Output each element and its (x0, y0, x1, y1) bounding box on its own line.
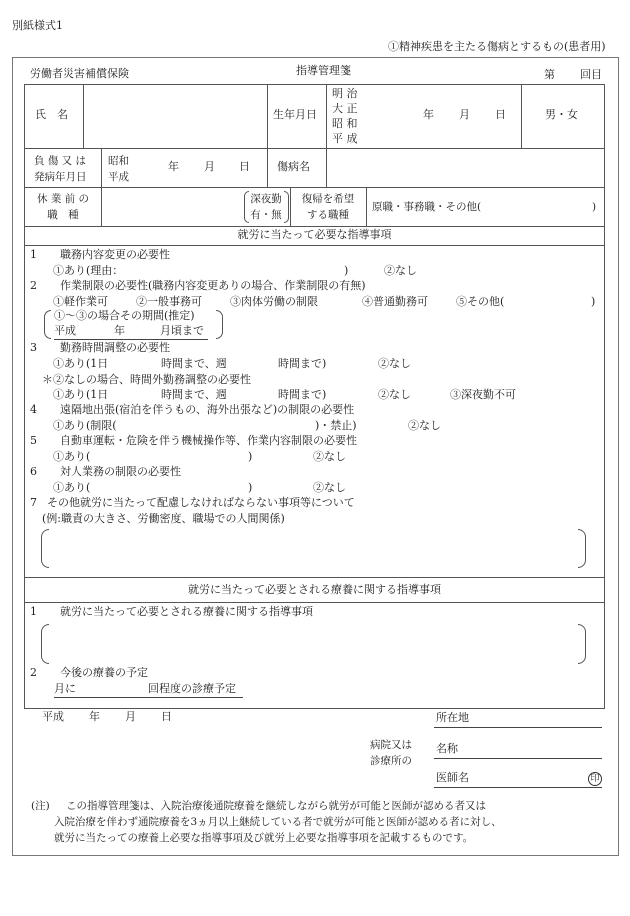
item-4-no-option[interactable]: ②なし (408, 419, 441, 432)
item-1-no-option[interactable]: ②なし (384, 264, 417, 277)
item-5-title: 自動車運転・危険を伴う機械操作等、作業内容制限の必要性 (60, 434, 357, 447)
era-showa[interactable]: 昭 和 (332, 117, 358, 130)
prev-job-label: 休 業 前 の 職 種 (36, 193, 89, 221)
note-line-1: この指導管理箋は、入院治療後通院療養を継続しながら就労が可能と医師が認める者又は (66, 800, 486, 812)
item-4-num: 4 (30, 403, 37, 416)
institution-label: 病院又は 診療所の (370, 739, 412, 767)
item-6-close: ) (248, 481, 253, 494)
address-label: 所在地 (436, 711, 469, 724)
doctor-name-field[interactable] (434, 787, 602, 788)
form-number: 別紙様式1 (12, 19, 63, 32)
item-7-example: (例:職責の大きさ、労働密度、職場での人間関係) (42, 512, 285, 525)
item-3-day-hours: 時間まで、週 (161, 357, 227, 370)
gender-select[interactable]: 男・女 (545, 108, 578, 121)
injury-month-label: 月 (204, 160, 215, 173)
address-field[interactable] (434, 727, 602, 728)
item-3-note: ＊②なしの場合、時間外勤務調整の必要性 (42, 373, 251, 386)
item-2-close: ) (591, 295, 596, 308)
injury-era-showa[interactable]: 昭和 (108, 155, 129, 167)
night-shift-select[interactable]: 深夜勤 有・無 (250, 193, 282, 221)
item-5-yes-option[interactable]: ①あり( (53, 450, 91, 463)
doctor-name-label: 医師名 (436, 771, 469, 784)
page-title: 指導管理箋 (296, 64, 351, 77)
count-suffix: 回目 (580, 68, 602, 81)
work-guidance-heading: 就労に当たって必要な指導事項 (237, 228, 392, 241)
item-1-close: ) (344, 264, 349, 277)
care-item-2-num: 2 (30, 666, 37, 679)
birth-month-label: 月 (459, 108, 470, 121)
care-item-2-prefix: 月に (54, 682, 76, 695)
form-type: ①精神疾患を主たる傷病とするもの(患者用) (388, 40, 606, 53)
injury-day-label: 日 (239, 160, 250, 173)
item-1-yes-option[interactable]: ①あり(理由： (53, 264, 124, 277)
item-6-num: 6 (30, 465, 37, 478)
care-item-1-textarea[interactable] (52, 626, 574, 662)
item-7-title: その他就労に当たって配慮しなければならない事項等について (47, 496, 355, 509)
seal-icon: 印 (588, 772, 602, 786)
sign-date-era: 平成 (42, 710, 64, 723)
item-1-num: 1 (30, 248, 37, 261)
item-2-num: 2 (30, 279, 37, 292)
item-2-title: 作業制限の必要性(職務内容変更ありの場合、作業制限の有無) (60, 279, 366, 292)
birth-year-label: 年 (423, 108, 434, 121)
care-guidance-heading: 就労に当たって必要とされる療養に関する指導事項 (188, 583, 441, 596)
injury-era-heisei[interactable]: 平成 (108, 171, 129, 183)
item-2-option-physical[interactable]: ③肉体労働の制限 (230, 295, 318, 308)
note-prefix: (注) (31, 800, 50, 812)
care-item-1-title: 就労に当たって必要とされる療養に関する指導事項 (60, 605, 313, 618)
note-line-3: 就労に当たっての療養上必要な指導事項及び就労上必要な指導事項を記載するものです。 (54, 832, 474, 844)
care-item-1-num: 1 (30, 605, 37, 618)
item-4-title: 遠隔地出張(宿泊を伴うもの、海外出張など)の制限の必要性 (60, 403, 355, 416)
birth-day-label: 日 (495, 108, 506, 121)
care-item-2-title: 今後の療養の予定 (60, 666, 148, 679)
item-5-num: 5 (30, 434, 37, 447)
item-2-period-year: 年 (114, 324, 125, 337)
era-heisei[interactable]: 平 成 (332, 132, 358, 145)
item-3-overtime-yes[interactable]: ①あり(1日 (53, 388, 109, 401)
injury-date-label: 負 傷 又 は 発病年月日 (34, 155, 87, 183)
birth-label: 生年月日 (273, 108, 317, 121)
item-2-option-normal[interactable]: ④普通勤務可 (362, 295, 428, 308)
item-7-num: 7 (30, 496, 37, 509)
insurance-label: 労働者災害補償保険 (30, 67, 129, 80)
name-label: 氏 名 (35, 108, 68, 121)
item-6-yes-option[interactable]: ①あり( (53, 481, 91, 494)
item-3-title: 勤務時間調整の必要性 (60, 341, 170, 354)
institution-name-label: 名称 (436, 742, 458, 755)
item-4-prohibit[interactable]: )・禁止) (315, 419, 357, 432)
sign-date-year: 年 (89, 710, 100, 723)
birth-era-list[interactable] (332, 86, 358, 146)
item-3-num: 3 (30, 341, 37, 354)
item-7-textarea[interactable] (52, 531, 574, 566)
item-2-option-light[interactable]: ①軽作業可 (53, 295, 108, 308)
desired-job-label: 復帰を希望 する職種 (301, 193, 355, 221)
item-5-close: ) (248, 450, 253, 463)
name-field[interactable] (86, 88, 264, 146)
item-1-title: 職務内容変更の必要性 (60, 248, 170, 261)
desired-job-options[interactable]: 原職・事務職・その他( (372, 201, 482, 213)
item-2-period-month[interactable]: 月頃まで (160, 324, 204, 337)
item-6-title: 対人業務の制限の必要性 (60, 465, 181, 478)
item-3-week-hours: 時間まで) (278, 357, 327, 370)
item-3-overtime-no[interactable]: ②なし (378, 388, 411, 401)
item-4-yes-option[interactable]: ①あり(制限( (53, 419, 117, 432)
item-6-no-option[interactable]: ②なし (313, 481, 346, 494)
sign-date-day: 日 (161, 710, 172, 723)
injury-year-label: 年 (168, 160, 179, 173)
item-2-option-other[interactable]: ⑤その他( (456, 295, 505, 308)
disease-label: 傷病名 (277, 160, 310, 173)
sign-date-month: 月 (125, 710, 136, 723)
desired-job-close: ) (592, 201, 597, 213)
item-2-period-label: ①～③の場合その期間(推定) (54, 309, 195, 322)
count-prefix: 第 (544, 68, 555, 81)
item-3-no-night-shift[interactable]: ③深夜勤不可 (450, 388, 516, 401)
note-line-2: 入院治療を伴わず通院療養を3ヵ月以上継続している者で就労が可能と医師が認める者に対し、 (54, 816, 502, 828)
injury-era-list[interactable] (108, 153, 129, 185)
disease-field[interactable] (330, 151, 600, 183)
era-meiji[interactable]: 明 治 (332, 87, 358, 100)
item-5-no-option[interactable]: ②なし (313, 450, 346, 463)
item-2-period-era: 平成 (54, 324, 76, 337)
item-3-overtime-day: 時間まで、週 (161, 388, 227, 401)
item-3-no-option[interactable]: ②なし (378, 357, 411, 370)
prev-job-field[interactable] (104, 190, 244, 222)
care-item-2-suffix: 回程度の診療予定 (148, 682, 236, 695)
item-3-overtime-week: 時間まで) (278, 388, 327, 401)
era-taisho[interactable]: 大 正 (332, 102, 358, 115)
institution-name-field[interactable] (434, 758, 602, 759)
item-3-yes-option[interactable]: ①あり(1日 (53, 357, 109, 370)
item-2-option-office[interactable]: ②一般事務可 (136, 295, 202, 308)
